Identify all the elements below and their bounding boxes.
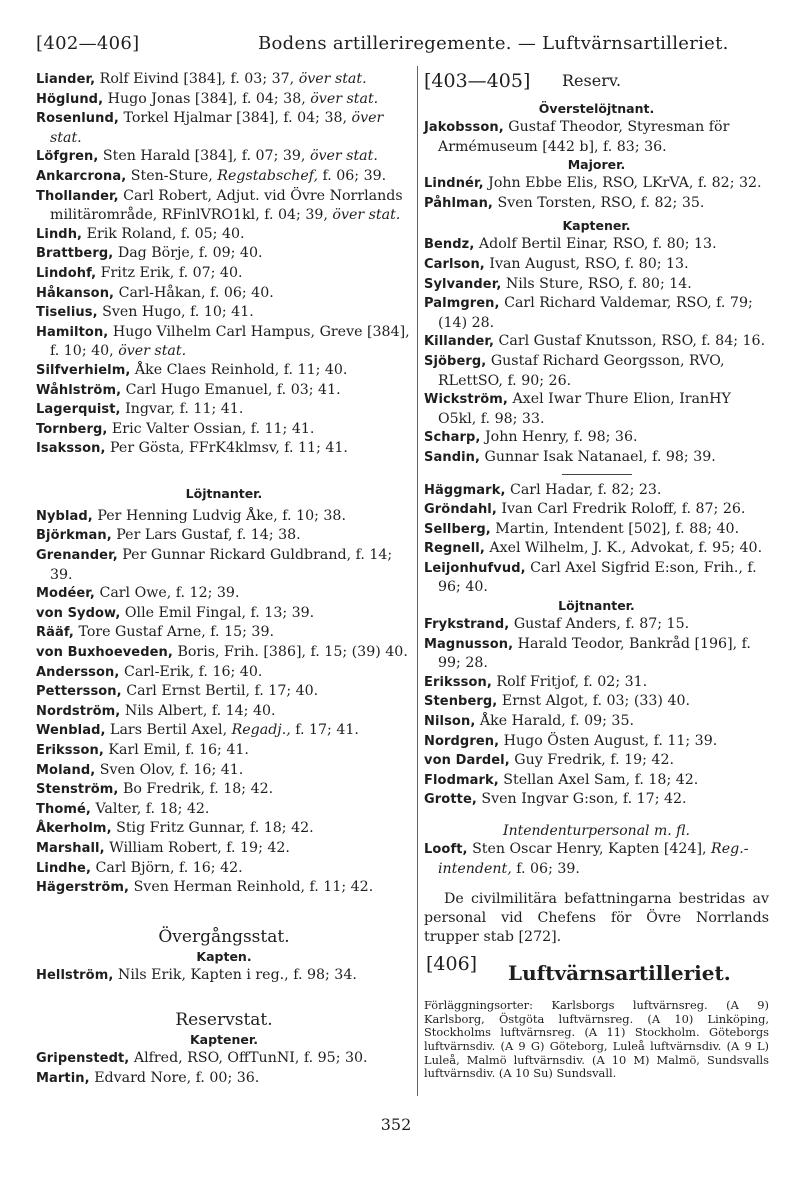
roster-entry xyxy=(424,174,769,194)
roster-entry xyxy=(424,481,769,501)
majorer-list xyxy=(424,174,769,213)
entry-text: Lars Bertil Axel, xyxy=(105,722,232,739)
roster-entry xyxy=(424,332,769,352)
roster-entry xyxy=(424,790,769,810)
entry-text: Edvard Nore, f. 00; 36. xyxy=(89,1069,260,1086)
surname: Sellberg, xyxy=(424,521,491,537)
majorer-heading: Majorer. xyxy=(567,157,626,173)
entry-text: Sven Herman Reinhold, f. 11; 42. xyxy=(129,879,374,896)
roster-entry xyxy=(424,500,769,520)
luftvarn-title: Luftvärnsartilleriet. xyxy=(508,961,731,986)
right-column xyxy=(424,70,769,1081)
entry-text: Nils Albert, f. 14; 40. xyxy=(120,702,276,719)
italic-note: över stat. xyxy=(310,90,379,107)
roster-entry xyxy=(36,663,412,683)
roster-entry xyxy=(36,604,412,624)
roster-entry xyxy=(36,400,412,420)
surname: Liander, xyxy=(36,72,96,87)
surname: Eriksson, xyxy=(36,743,104,758)
roster-entry xyxy=(424,448,769,468)
roster-entry xyxy=(424,771,769,791)
roster-entry xyxy=(36,546,412,584)
roster-entry xyxy=(424,428,769,448)
roster-entry xyxy=(36,839,412,859)
entry-text: Rolf Fritjof, f. 02; 31. xyxy=(491,673,648,690)
entry-text: Guy Fredrik, f. 19; 42. xyxy=(509,752,674,769)
entry-text: Sven Hugo, f. 10; 41. xyxy=(97,304,254,321)
page-header-title: Bodens artilleriregemente. — Luftvärnsartilleriet. xyxy=(258,33,729,54)
entry-text: Sten Oscar Henry, Kapten [424], xyxy=(467,841,712,857)
entry-text: Sten Harald [384], f. 07; 39, xyxy=(98,148,310,165)
surname: Björkman, xyxy=(36,528,112,544)
roster-entry xyxy=(36,623,412,643)
roster-entry xyxy=(36,584,412,604)
roster-entry xyxy=(36,361,412,381)
roster-entry xyxy=(424,235,769,255)
roster-entry xyxy=(36,761,412,781)
roster-entry xyxy=(36,780,412,800)
surname: Tiselius, xyxy=(36,305,98,321)
entry-text: Carl Gustaf Knutsson, RSO, f. 84; 16. xyxy=(494,333,766,350)
roster-entry xyxy=(36,264,412,284)
roster-entry xyxy=(424,390,769,428)
entry-text: Harald Teodor, Bankråd [196], f. 99; 28. xyxy=(438,635,751,672)
surname: Stenberg, xyxy=(424,694,498,710)
roster-entry xyxy=(424,559,769,597)
entry-text: Carl Hugo Emanuel, f. 03; 41. xyxy=(121,381,341,398)
entry-text: Torkel Hjalmar [384], f. 04; 38, xyxy=(118,110,352,127)
entry-text: Gunnar Isak Natanael, f. 98; 39. xyxy=(480,448,716,465)
surname: Rosenlund, xyxy=(36,111,119,127)
surname: Ankarcrona, xyxy=(36,168,127,184)
roster-entry xyxy=(424,615,769,635)
surname: Lindohf, xyxy=(36,265,97,281)
entry-text: Nils Erik, Kapten i reg., f. 98; 34. xyxy=(113,966,357,983)
surname: Marshall, xyxy=(36,840,105,856)
column-divider xyxy=(417,66,418,1096)
right-lojtnanter-heading: Löjtnanter. xyxy=(558,598,635,614)
roster-entry xyxy=(424,539,769,559)
entry-text: Per Lars Gustaf, f. 14; 38. xyxy=(111,527,301,544)
entry-text: Ivan Carl Fredrik Roloff, f. 87; 26. xyxy=(496,501,746,518)
roster-entry xyxy=(36,1069,412,1089)
surname: Nilson, xyxy=(424,714,476,730)
roster-entry xyxy=(424,255,769,275)
right-lojtnanter-list xyxy=(424,615,769,810)
entry-text: Erik Roland, f. 05; 40. xyxy=(82,225,245,242)
surname: Silfverhielm, xyxy=(36,362,131,378)
surname: Grotte, xyxy=(424,792,477,808)
lojtnanter-list xyxy=(36,507,412,898)
entry-text: Carl Axel Sigfrid E:son, Frih., f. 96; 40. xyxy=(438,559,757,596)
surname: Thollander, xyxy=(36,188,119,204)
roster-entry xyxy=(36,702,412,722)
entry-text: Ivan August, RSO, f. 80; 13. xyxy=(484,255,689,272)
surname: Carlson, xyxy=(424,256,485,272)
surname: Pettersson, xyxy=(36,684,122,700)
surname: Nordgren, xyxy=(424,733,500,749)
surname: Isaksson, xyxy=(36,441,106,457)
roster-entry xyxy=(36,507,412,527)
surname: Wenblad, xyxy=(36,723,106,739)
roster-entry xyxy=(36,323,412,361)
surname: Modéer, xyxy=(36,586,95,602)
surname: Sandin, xyxy=(424,449,481,465)
reserv-title: Reserv. xyxy=(562,71,622,90)
surname: Andersson, xyxy=(36,664,120,680)
entry-text: Åke Claes Reinhold, f. 11; 40. xyxy=(130,361,348,378)
entry-text: Tore Gustaf Arne, f. 15; 39. xyxy=(73,624,274,641)
entry-text: Sten-Sture, xyxy=(126,167,218,184)
luftvarn-header xyxy=(424,947,769,989)
entry-text: John Henry, f. 98; 36. xyxy=(480,429,638,446)
entry-text: Ernst Algot, f. 03; (33) 40. xyxy=(497,693,691,710)
entry-text: Ingvar, f. 11; 41. xyxy=(120,401,244,418)
entry-text: Eric Valter Ossian, f. 11; 41. xyxy=(107,420,315,437)
surname: Regnell, xyxy=(424,541,485,557)
entry-text: Hugo Jonas [384], f. 04; 38, xyxy=(103,90,311,107)
roster-entry xyxy=(36,284,412,304)
entry-text: Adolf Bertil Einar, RSO, f. 80; 13. xyxy=(474,236,717,253)
entry-text: Carl Hadar, f. 82; 23. xyxy=(505,481,662,498)
surname: Tornberg, xyxy=(36,421,108,437)
entry-text: Valter, f. 18; 42. xyxy=(90,800,210,817)
italic-note: Reg.-intendent, xyxy=(438,841,749,877)
reservstat-kaptener-heading: Kaptener. xyxy=(189,1032,259,1048)
entry-text: Karl Emil, f. 16; 41. xyxy=(103,742,249,758)
entry-text: Stig Fritz Gunnar, f. 18; 42. xyxy=(111,820,314,837)
entry-text: f. 06; 39. xyxy=(317,167,387,184)
roster-entry xyxy=(424,751,769,771)
surname: Flodmark, xyxy=(424,772,499,788)
roster-entry xyxy=(36,741,412,761)
reservstat-list xyxy=(36,1049,412,1088)
italic-note: över stat. xyxy=(309,148,378,165)
surname: Killander, xyxy=(424,334,495,350)
roster-entry xyxy=(424,352,769,390)
entry-text: Gustaf Richard Georgsson, RVO, RLettSO, f. 90; 26. xyxy=(438,352,725,389)
surname: Stenström, xyxy=(36,782,119,798)
surname: Nordström, xyxy=(36,703,121,719)
surname: Åkerholm, xyxy=(36,821,112,837)
roster-entry xyxy=(36,109,412,147)
roster-entry xyxy=(36,819,412,839)
page-range: [402—406] xyxy=(36,33,140,54)
overgangsstat-list xyxy=(36,966,412,986)
entry-text: Olle Emil Fingal, f. 13; 39. xyxy=(120,604,315,621)
surname: Brattberg, xyxy=(36,246,114,262)
overstelojtnant-list xyxy=(424,118,769,156)
officer-list xyxy=(36,70,412,459)
surname: Gripenstedt, xyxy=(36,1051,130,1067)
roster-entry xyxy=(36,147,412,167)
roster-entry xyxy=(36,244,412,264)
surname: Lindhe, xyxy=(36,860,92,876)
entry-text: Rolf Eivind [384], f. 03; 37, xyxy=(95,71,299,87)
entry-text: Per Gunnar Rickard Guldbrand, f. 14; 39. xyxy=(50,547,393,583)
overstelojtnant-heading: Överstelöjtnant. xyxy=(538,101,655,116)
surname: Looft, xyxy=(424,842,468,857)
surname: Grenander, xyxy=(36,548,118,564)
entry-text: Martin, Intendent [502], f. 88; 40. xyxy=(490,520,740,537)
entry-text: Carl Ernst Bertil, f. 17; 40. xyxy=(121,683,319,700)
reserv-header xyxy=(424,70,769,100)
roster-entry xyxy=(36,90,412,110)
entry-text: Sven Ingvar G:son, f. 17; 42. xyxy=(476,791,687,808)
entry-text: William Robert, f. 19; 42. xyxy=(104,839,290,856)
entry-text: John Ebbe Elis, RSO, LKrVA, f. 82; 32. xyxy=(483,175,762,192)
page-number: 352 xyxy=(380,1115,412,1134)
entry-text: Carl-Håkan, f. 06; 40. xyxy=(114,284,274,301)
surname: Nyblad, xyxy=(36,508,93,524)
italic-note: över stat. xyxy=(298,71,367,87)
entry-text: Carl Robert, Adjut. vid Övre Norrlands militärområde, RFinlVRO1kl, f. 04; 39, xyxy=(50,187,403,224)
roster-entry xyxy=(424,194,769,214)
roster-entry xyxy=(36,70,412,90)
surname: von Sydow, xyxy=(36,605,121,621)
entry-text: Gustaf Anders, f. 87; 15. xyxy=(509,616,690,633)
surname: Gröndahl, xyxy=(424,502,497,518)
kaptener-list-2 xyxy=(424,481,769,598)
surname: Wåhlström, xyxy=(36,382,122,398)
entry-text: Dag Börje, f. 09; 40. xyxy=(113,245,263,262)
surname: Lindh, xyxy=(36,226,83,242)
left-column xyxy=(36,70,412,1089)
entry-text: Per Henning Ludvig Åke, f. 10; 38. xyxy=(92,507,346,524)
roster-entry xyxy=(36,966,412,986)
roster-entry xyxy=(424,692,769,712)
surname: Magnusson, xyxy=(424,636,514,652)
roster-entry xyxy=(36,682,412,702)
entry-text: Carl Richard Valdemar, RSO, f. 79; (14) 28. xyxy=(438,295,753,331)
roster-entry xyxy=(36,167,412,187)
kaptener-list xyxy=(424,235,769,467)
luftvarn-bracket: [406] xyxy=(426,953,478,976)
surname: Eriksson, xyxy=(424,674,492,690)
italic-note: Regadj., xyxy=(231,722,291,739)
roster-entry xyxy=(36,381,412,401)
kaptener-heading: Kaptener. xyxy=(562,218,631,234)
entry-text: Åke Harald, f. 09; 35. xyxy=(475,713,634,730)
roster-entry xyxy=(36,878,412,898)
roster-entry xyxy=(36,420,412,440)
surname: Lagerquist, xyxy=(36,402,121,418)
roster-entry xyxy=(36,643,412,663)
surname: Löfgren, xyxy=(36,149,99,165)
entry-text: Gustaf Theodor, Styresman för Armémuseum [442 b], f. 83; 36. xyxy=(438,119,730,155)
intendentur-list xyxy=(424,840,769,878)
surname: Bendz, xyxy=(424,237,475,253)
surname: Scharp, xyxy=(424,430,481,446)
entry-text: Nils Sture, RSO, f. 80; 14. xyxy=(501,275,692,292)
surname: Thomé, xyxy=(36,801,91,817)
roster-entry xyxy=(424,673,769,693)
entry-text: Bo Fredrik, f. 18; 42. xyxy=(118,781,274,798)
italic-note: över stat. xyxy=(332,207,401,224)
surname: Leijonhufvud, xyxy=(424,560,526,576)
entry-text: f. 06; 39. xyxy=(511,860,580,877)
surname: Martin, xyxy=(36,1070,90,1086)
italic-note: över stat. xyxy=(118,343,187,360)
surname: Jakobsson, xyxy=(424,120,504,135)
surname: Häggmark, xyxy=(424,482,506,498)
surname: Hamilton, xyxy=(36,324,109,340)
surname: Rääf, xyxy=(36,625,74,641)
roster-entry xyxy=(36,303,412,323)
short-divider xyxy=(562,474,632,475)
italic-note: Regstabschef, xyxy=(217,167,318,184)
surname: Palmgren, xyxy=(424,296,500,312)
roster-entry xyxy=(424,520,769,540)
reservstat-heading: Reservstat. xyxy=(175,1010,273,1031)
entry-text: Carl-Erik, f. 16; 40. xyxy=(119,663,263,680)
page-header xyxy=(36,33,766,61)
roster-entry xyxy=(424,294,769,332)
entry-text: Axel Iwar Thure Elion, IranHY O5kl, f. 98; 33. xyxy=(438,391,731,427)
entry-text: Sven Torsten, RSO, f. 82; 35. xyxy=(492,194,705,211)
entry-text: Hugo Östen August, f. 11; 39. xyxy=(499,732,718,749)
roster-entry xyxy=(36,1049,412,1069)
kapten-heading: Kapten. xyxy=(196,948,252,964)
surname: Sjöberg, xyxy=(424,353,487,369)
entry-text: Alfred, RSO, OffTunNI, f. 95; 30. xyxy=(129,1050,368,1067)
surname: Moland, xyxy=(36,762,96,778)
roster-entry xyxy=(36,859,412,879)
roster-entry xyxy=(424,712,769,732)
roster-entry xyxy=(424,118,769,156)
roster-entry xyxy=(36,225,412,245)
roster-entry xyxy=(36,800,412,820)
roster-entry xyxy=(424,732,769,752)
intendentur-heading: Intendenturpersonal m. fl. xyxy=(503,823,690,839)
surname: Wickström, xyxy=(424,392,508,408)
surname: Hägerström, xyxy=(36,880,130,896)
surname: von Dardel, xyxy=(424,753,510,769)
entry-text: f. 17; 41. xyxy=(290,722,359,739)
roster-entry xyxy=(36,526,412,546)
civil-note: De civilmilitära befattningarna bestridas av personal vid Chefens för Övre Norrlands trupper stab [272]. xyxy=(424,891,769,946)
forlaggning-note: Förläggningsorter: Karlsborgs luftvärnsreg. (A 9) Karlsborg, Östgöta luftvärnsreg. (A 10) Linköping, Stockholms luftvärnsreg. (A 11) Stockholm. Göteborgs luftvärnsdiv. (A 9 G) Göteborg, Luleå luftvärnsdiv. (A 9 L) Luleå, Malmö luftvärnsdiv. (A 10 M) Malmö, Sundsvalls luftvärnsdiv. (A 10 Su) Sundsvall. xyxy=(424,998,769,1081)
entry-text: Stellan Axel Sam, f. 18; 42. xyxy=(498,771,699,788)
surname: Påhlman, xyxy=(424,195,493,211)
roster-entry xyxy=(36,187,412,225)
surname: Höglund, xyxy=(36,91,104,107)
entry-text: Boris, Frih. [386], f. 15; (39) 40. xyxy=(172,644,408,661)
entry-text: Carl Owe, f. 12; 39. xyxy=(94,585,240,602)
surname: Lindnér, xyxy=(424,176,484,192)
overgangsstat-heading: Övergångsstat. xyxy=(158,926,290,947)
surname: Hellström, xyxy=(36,967,114,983)
entry-text: Fritz Erik, f. 07; 40. xyxy=(96,264,243,281)
roster-entry xyxy=(36,721,412,741)
entry-text: Carl Björn, f. 16; 42. xyxy=(91,859,243,876)
surname: von Buxhoeveden, xyxy=(36,645,173,661)
roster-entry xyxy=(424,275,769,295)
roster-entry xyxy=(424,840,769,878)
italic-note: över stat. xyxy=(50,110,384,146)
surname: Frykstrand, xyxy=(424,617,510,633)
roster-entry xyxy=(424,635,769,673)
reserv-bracket: [403—405] xyxy=(424,70,531,92)
entry-text: Per Gösta, FFrK4klmsv, f. 11; 41. xyxy=(105,440,348,457)
entry-text: Axel Wilhelm, J. K., Advokat, f. 95; 40. xyxy=(484,540,763,557)
lojtnanter-heading: Löjtnanter. xyxy=(185,485,263,501)
roster-entry xyxy=(36,439,412,459)
surname: Håkanson, xyxy=(36,285,115,301)
surname: Sylvander, xyxy=(424,276,502,292)
entry-text: Hugo Vilhelm Carl Hampus, Greve [384], f. 10; 40, xyxy=(50,323,410,360)
entry-text: Sven Olov, f. 16; 41. xyxy=(95,761,244,778)
